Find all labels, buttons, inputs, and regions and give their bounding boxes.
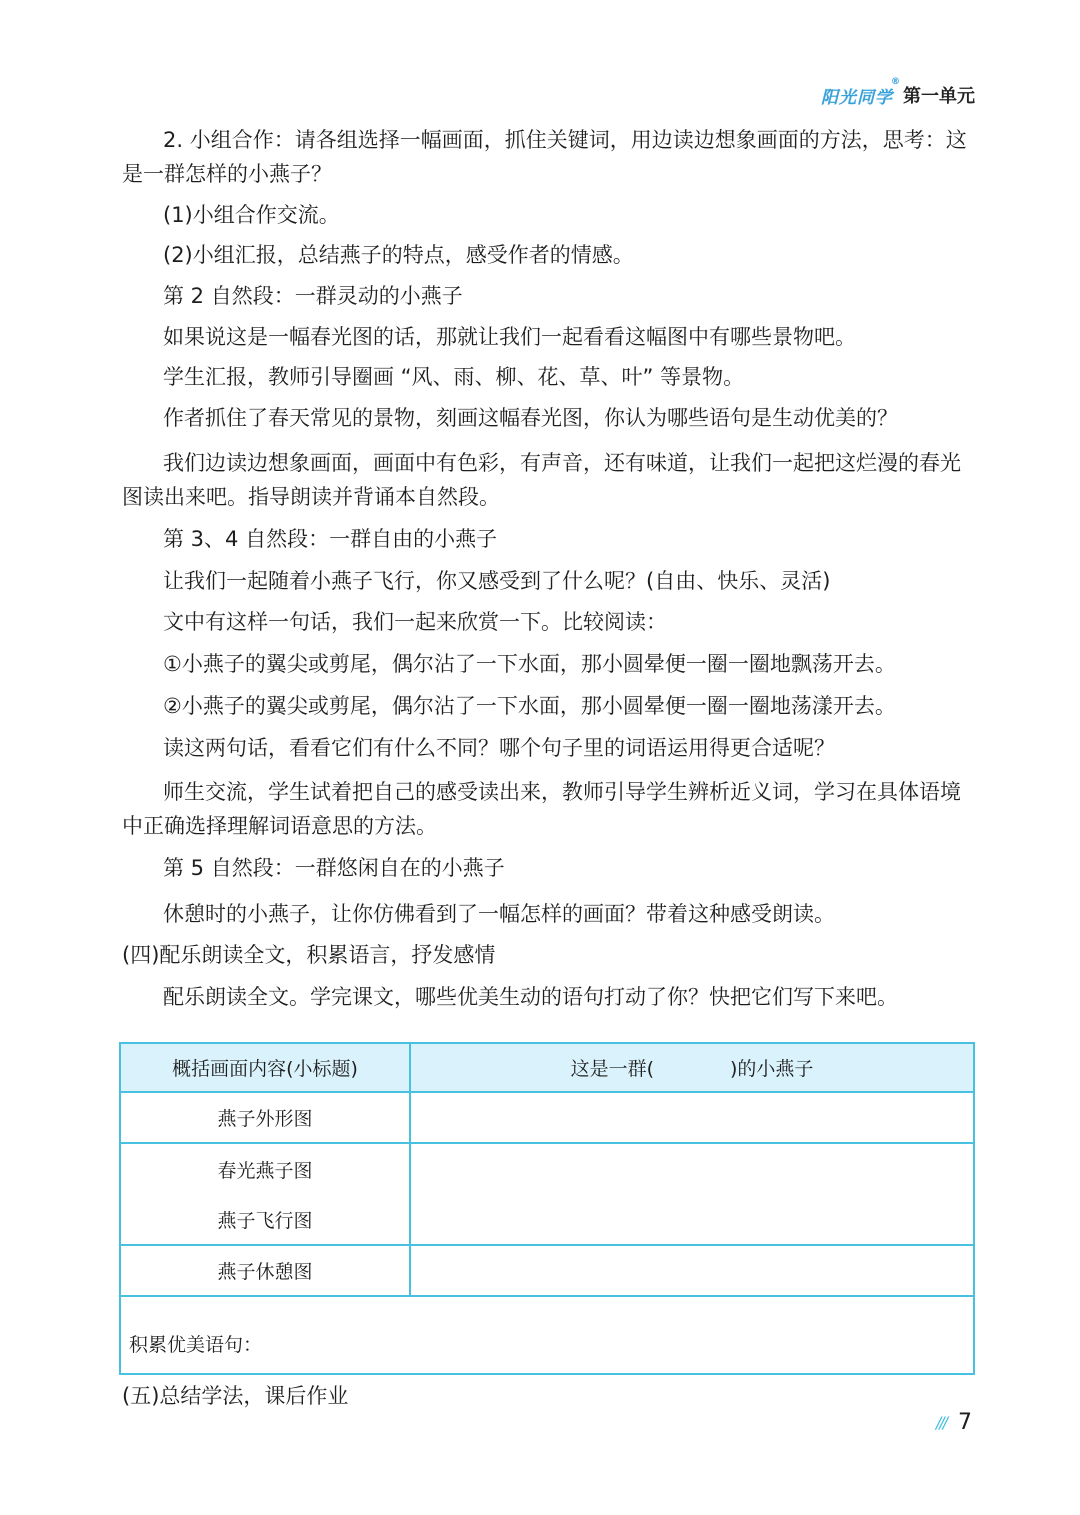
text-compare-reading: 文中有这样一句话，我们一起来欣赏一下。比较阅读： xyxy=(163,610,667,634)
header-cell-swallow: 这是一群( )的小燕子 xyxy=(410,1043,974,1092)
answer-cell-1[interactable] xyxy=(410,1092,974,1143)
page-header xyxy=(821,78,975,112)
text-follow-swallow: 让我们一起随着小燕子飞行，你又感受到了什么呢？(自由、快乐、灵活) xyxy=(163,569,831,593)
row-label-appearance: 燕子外形图 xyxy=(120,1092,410,1143)
heading-step-5: (五)总结学法，课后作业 xyxy=(122,1384,349,1408)
stacked-labels xyxy=(121,1144,409,1244)
row-label-spring-flight xyxy=(120,1143,410,1245)
row-label-rest: 燕子休憩图 xyxy=(120,1245,410,1296)
section-paragraph-2: 第 2 自然段：一群灵动的小燕子 xyxy=(163,284,463,308)
accumulate-cell[interactable] xyxy=(120,1296,974,1374)
answer-cell-2[interactable] xyxy=(410,1143,974,1245)
section-paragraph-3-4: 第 3、4 自然段：一群自由的小燕子 xyxy=(163,527,498,551)
accumulate-label: 积累优美语句： xyxy=(129,1333,263,1356)
paragraph-read-aloud: 我们边读边想象画面，画面中有色彩，有声音，还有味道，让我们一起把这烂漫的春光图读出来吧。指导朗读并背诵本自然段。 xyxy=(122,451,961,509)
item-group-discussion: (1)小组合作交流。 xyxy=(163,203,340,227)
paragraph-discussion: 师生交流，学生试着把自己的感受读出来，教师引导学生辨析近义词，学习在具体语境中正确选择理解词语意思的方法。 xyxy=(122,780,961,838)
item-group-report: (2)小组汇报，总结燕子的特点，感受作者的情感。 xyxy=(163,243,634,267)
text-spring-picture: 如果说这是一幅春光图的话，那就让我们一起看看这幅图中有哪些景物吧。 xyxy=(163,325,856,349)
summary-table xyxy=(119,1042,975,1375)
row-label-spring: 春光燕子图 xyxy=(217,1159,313,1182)
answer-cell-3[interactable] xyxy=(410,1245,974,1296)
text-music-reading: 配乐朗读全文。学完课文，哪些优美生动的语句打动了你？快把它们写下来吧。 xyxy=(163,985,898,1009)
sentence-1: ①小燕子的翼尖或剪尾，偶尔沾了一下水面，那小圆晕便一圈一圈地飘荡开去。 xyxy=(163,652,896,676)
text-compare-question: 读这两句话，看看它们有什么不同？哪个句子里的词语运用得更合适呢？ xyxy=(163,736,835,760)
page-footer xyxy=(936,1410,972,1435)
paragraph-group-work: 2. 小组合作：请各组选择一幅画面，抓住关键词，用边读边想象画面的方法，思考：这是一群怎样的小燕子？ xyxy=(122,128,967,186)
header-cell-subtitle: 概括画面内容(小标题) xyxy=(120,1043,410,1092)
text-author-question: 作者抓住了春天常见的景物，刻画这幅春光图，你认为哪些语句是生动优美的？ xyxy=(163,406,898,430)
logo-text: 阳光同学 xyxy=(821,87,893,108)
registered-mark: ® xyxy=(891,76,901,87)
page-number: 7 xyxy=(958,1410,972,1435)
row-label-flight: 燕子飞行图 xyxy=(217,1209,313,1232)
section-paragraph-5: 第 5 自然段：一群悠闲自在的小燕子 xyxy=(163,856,505,880)
heading-step-4: (四)配乐朗读全文，积累语言，抒发感情 xyxy=(122,943,496,967)
unit-title: 第一单元 xyxy=(903,86,975,107)
text-student-report: 学生汇报，教师引导圈画 “风、雨、柳、花、草、叶” 等景物。 xyxy=(163,365,745,389)
publisher-logo xyxy=(821,76,901,108)
sentence-2: ②小燕子的翼尖或剪尾，偶尔沾了一下水面，那小圆晕便一圈一圈地荡漾开去。 xyxy=(163,694,896,718)
decorative-slashes: /// xyxy=(935,1413,946,1432)
text-resting-swallow: 休憩时的小燕子，让你仿佛看到了一幅怎样的画面？带着这种感受朗读。 xyxy=(163,902,835,926)
